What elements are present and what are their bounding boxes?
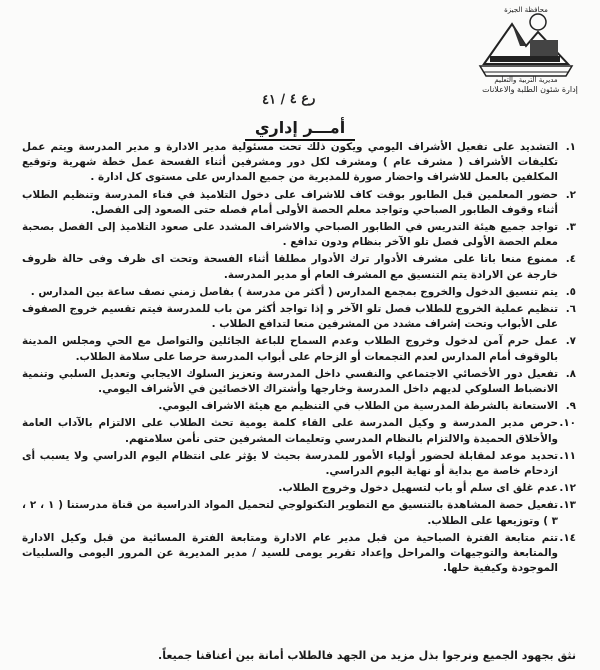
list-item: [22, 399, 576, 414]
document-title-text: أمـــر إداري: [245, 118, 355, 141]
list-item-number: ١٤.: [559, 531, 576, 544]
closing-statement: نثق بجهود الجميع ونرجوا بذل مزيد من الجهد فالطلاب أمانة بين أعناقنا جميعاً.: [158, 649, 576, 662]
list-item: [22, 285, 576, 300]
list-item-text: تفعيل حصة المشاهدة بالتنسيق مع التطوير التكنولوجي لتحميل المواد الدراسية من قناة مدرستنا ( ١ ، ٢ ، ٣ ) وتوزيعها على الطلاب.: [22, 499, 558, 527]
list-item-number: ٥.: [565, 285, 576, 298]
list-item-text: تحديد موعد لمقابلة لحضور أولياء الأمور للمدرسة بحيث لا يؤثر على انتظام اليوم الدراسي ولا يسبب أى ازدحام خاصة مع بداية أو نهاية اليوم الدراسي.: [22, 449, 558, 478]
list-item-text: تفعيل دور الأخصائي الاجتماعي والنفسي داخل المدرسة وتعزيز السلوك الايجابي وتعديل السلبي وتنمية الانضباط السلوكي لديهم داخل المدرسة وخارجها وأشتراك الاخصائين في الأشراف اليومي.: [22, 367, 558, 396]
list-item: [22, 449, 576, 479]
list-item-number: ٢.: [565, 188, 576, 201]
list-item-number: ٩.: [565, 400, 576, 413]
list-item-number: ١١.: [559, 449, 576, 462]
list-item: [22, 188, 576, 218]
list-item-text: ممنوع منعا باتا على مشرف الأدوار ترك الأدوار مطلقا أثناء الفسحة وتحت اى ظرف وفى حالة ظروف خارجة عن الارادة يتم التنسيق مع المشرف العام أو مدير المدرسة.: [22, 253, 558, 281]
list-item-text: الاستعانة بالشرطة المدرسية من الطلاب في التنظيم مع هيئة الاشراف اليومي.: [158, 400, 558, 413]
list-item-text: يتم تنسيق الدخول والخروج بمجمع المدارس ( أكثر من مدرسة ) بفاصل زمني نصف ساعة بين المدارس .: [30, 285, 558, 298]
department-line: إدارة شئون الطلبة والاعلانات: [482, 85, 578, 94]
list-item-text: التشديد على تفعيل الأشراف اليومي ويكون ذلك تحت مسئولية مدير الادارة و مدير المدرسة ويتم عمل تكليفات الأشراف ( مشرف عام ) ومشرف لكل دور ومشرفين أثناء الفسحة عمل خطة شهرية وتوقيع المكلفين بالعمل للاشراف واحضار صورة للمديرية من جميع المدارس على مستوى كل ادارة .: [22, 141, 558, 184]
logo-text-top: محافظة الجيزة: [504, 6, 548, 14]
list-item: [22, 416, 576, 446]
logo-text-bottom: مديرية التربية والتعليم: [494, 76, 558, 84]
list-item-number: ٤.: [565, 253, 576, 266]
directive-list: [22, 140, 576, 578]
list-item: [22, 481, 576, 496]
list-item-number: ١٢.: [559, 482, 576, 495]
document-title: [0, 118, 600, 137]
list-item: [22, 252, 576, 282]
list-item-text: تواجد جميع هيئة التدريس في الطابور الصباحي والاشراف المشدد على صعود التلاميذ إلى الفصل بصحبة معلم الحصة الأولى فصل تلو الآخر بنظام ودون تدافع .: [22, 221, 558, 249]
list-item-number: ٦.: [565, 303, 576, 316]
list-item: [22, 334, 576, 364]
list-item-text: تتم متابعة الفترة الصباحية من قبل مدير عام الادارة ومتابعة الفترة المسائية من قبل وكيل الادارة والمتابعة والتوجيهات والمراحل وإعداد تقرير يومى للسيد / مدير المديرية عن المرور اليومى والسلبيات الموجودة وكيفية حلها.: [22, 531, 558, 575]
list-item-number: ٨.: [565, 367, 576, 380]
list-item-text: تنظيم عملية الخروج للطلاب فصل تلو الآخر و إذا تواجد أكثر من باب للمدرسة فيتم تقسيم خروج الصفوف على الأبواب وتحت إشراف مشدد من المشرفين منعا لتدافع الطلاب .: [22, 303, 558, 331]
list-item-number: ١٠.: [559, 417, 576, 430]
list-item: [22, 220, 576, 250]
list-item: [22, 302, 576, 332]
list-item-text: عدم غلق اى سلم أو باب لتسهيل دخول وخروج الطلاب.: [278, 482, 558, 495]
list-item-text: عمل حرم آمن لدخول وخروج الطلاب وعدم السماح للباعة الجائلين والتواصل مع الحي ومجلس المدينة بالوقوف أمام المدارس لعدم التجمعات أو الزحام على أبواب المدرسة حرصا على سلامة الطلاب.: [22, 335, 558, 363]
list-item-number: ٣.: [565, 221, 576, 234]
list-item-number: ١.: [565, 141, 576, 153]
list-item-number: ٧.: [565, 335, 576, 348]
list-item-text: حضور المعلمين قبل الطابور بوقت كاف للاشراف على دخول التلاميذ في فناء المدرسة وتنظيم الطلاب أثناء وقوف الطابور الصباحي وتواجد معلم الحصة الأولى أمام فصله حتى الصعود إلى الفصل.: [22, 188, 558, 216]
list-item: [22, 367, 576, 397]
list-item-text: حرص مدير المدرسة و وكيل المدرسة على القاء كلمة يومية تحث الطلاب على الالتزام بالآداب العامة والأخلاق الحميدة والالتزام بالنظام المدرسي وتعليمات المشرفين حتى نأمن سلامتهم.: [22, 417, 558, 445]
list-item: [22, 531, 576, 577]
list-item-number: ١٣.: [559, 499, 576, 512]
list-item: [22, 140, 576, 186]
list-item: [22, 498, 576, 528]
reference-number: رع ٤ / ٤١: [261, 91, 316, 108]
